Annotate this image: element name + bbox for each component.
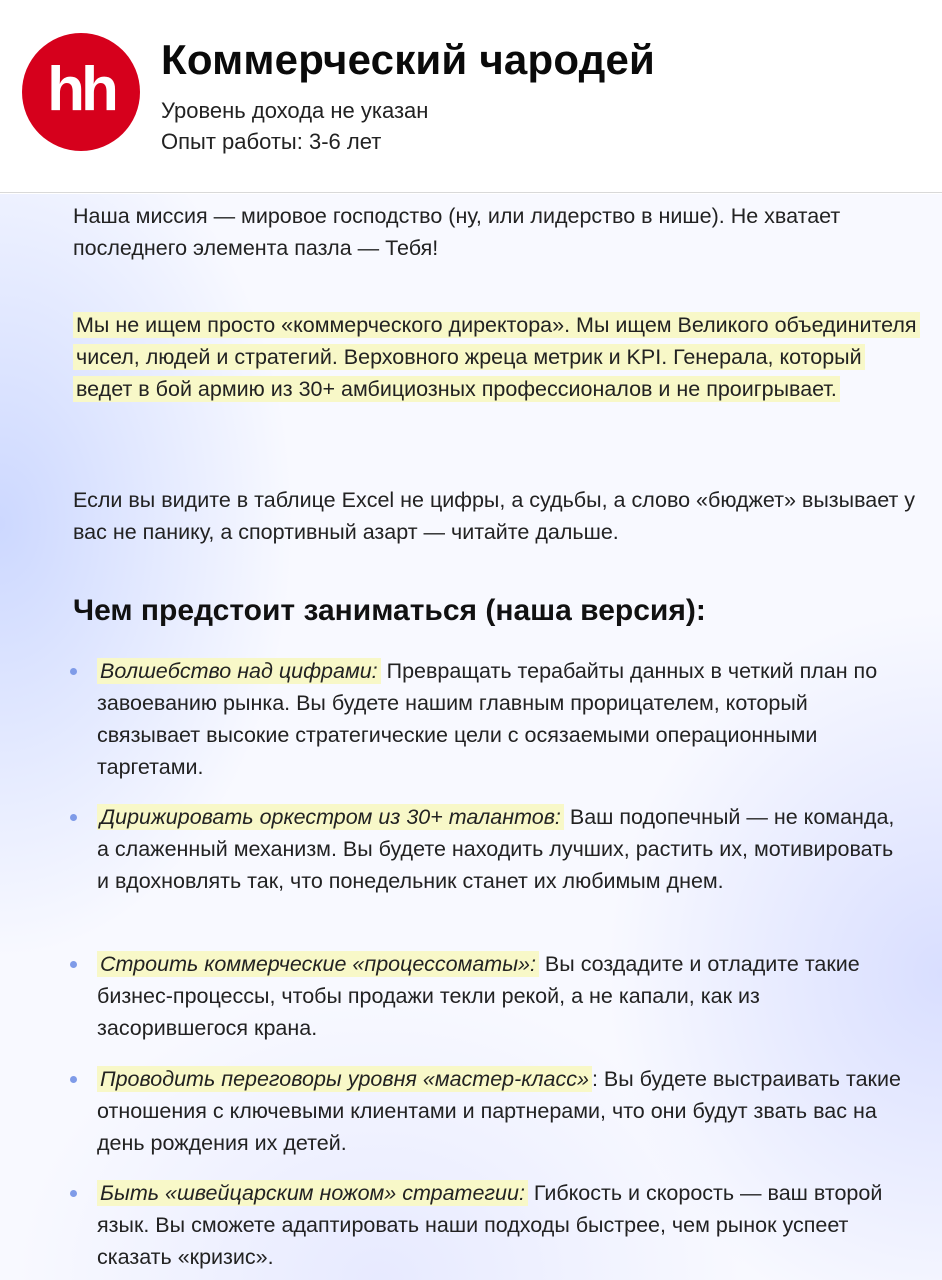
list-item bbox=[70, 1063, 910, 1159]
bullet-dot-icon bbox=[70, 1076, 77, 1083]
highlighted-text: Мы не ищем просто «коммерческого директора». Мы ищем Великого объединителя чисел, людей и стратегий. Верховного жреца метрик и KPI. Генерала, который ведет в бой армию из 30+ амбициозных профессионалов и не проигрывает. bbox=[73, 312, 920, 402]
list-item bbox=[70, 801, 910, 897]
bullet-dot-icon bbox=[70, 668, 77, 675]
vacancy-header bbox=[0, 0, 942, 193]
list-item-text bbox=[97, 801, 910, 897]
list-item bbox=[70, 1177, 910, 1273]
list-item bbox=[70, 948, 910, 1044]
highlighted-paragraph bbox=[73, 309, 923, 405]
vacancy-description bbox=[0, 194, 942, 1280]
bullet-dot-icon bbox=[70, 1190, 77, 1197]
vacancy-title: Коммерческий чародей bbox=[161, 36, 656, 83]
list-item-body: Превращать терабайты данных в четкий план по завоеванию рынка. Вы будете нашим главным прорицателем, который связывает высокие стратегические цели с осязаемыми операционными таргетами. bbox=[97, 659, 878, 779]
list-item-lead: Проводить переговоры уровня «мастер-класс» bbox=[97, 1066, 592, 1092]
list-item-body: Гибкость и скорость — ваш второй язык. Вы сможете адаптировать наши подходы быстрее, чем рынок успеет сказать «кризис». bbox=[97, 1181, 883, 1269]
salary-info: Уровень дохода не указан bbox=[161, 98, 429, 123]
hh-logo-text: hh bbox=[47, 55, 115, 124]
list-item-text bbox=[97, 655, 910, 783]
bullet-dot-icon bbox=[70, 961, 77, 968]
experience-info: Опыт работы: 3-6 лет bbox=[161, 129, 382, 154]
list-item-text bbox=[97, 1177, 910, 1273]
list-item-body: : Вы будете выстраивать такие отношения с ключевыми клиентами и партнерами, что они будут звать вас на день рождения их детей. bbox=[97, 1067, 901, 1155]
duties-heading: Чем предстоит заниматься (наша версия): bbox=[73, 594, 706, 627]
list-item-body: Вы создадите и отладите такие бизнес-процессы, чтобы продажи текли рекой, а не капали, как из засорившегося крана. bbox=[97, 952, 860, 1040]
list-item-lead: Быть «швейцарским ножом» стратегии: bbox=[97, 1180, 528, 1206]
list-item-text bbox=[97, 1063, 910, 1159]
list-item bbox=[70, 655, 910, 783]
excel-paragraph: Если вы видите в таблице Excel не цифры, а судьбы, а слово «бюджет» вызывает у вас не панику, а спортивный азарт — читайте дальше. bbox=[73, 488, 916, 544]
bullet-dot-icon bbox=[70, 814, 77, 821]
list-item-text bbox=[97, 948, 910, 1044]
mission-paragraph: Наша миссия — мировое господство (ну, или лидерство в нише). Не хватает последнего элемента пазла — Тебя! bbox=[73, 204, 841, 260]
list-item-lead: Волшебство над цифрами: bbox=[97, 658, 381, 684]
list-item-lead: Строить коммерческие «процессоматы»: bbox=[97, 951, 539, 977]
list-item-lead: Дирижировать оркестром из 30+ талантов: bbox=[97, 804, 564, 830]
list-item-body: Ваш подопечный — не команда, а слаженный механизм. Вы будете находить лучших, растить их, мотивировать и вдохновлять так, что понедельник станет их любимым днем. bbox=[97, 805, 895, 893]
hh-logo[interactable] bbox=[22, 33, 140, 151]
